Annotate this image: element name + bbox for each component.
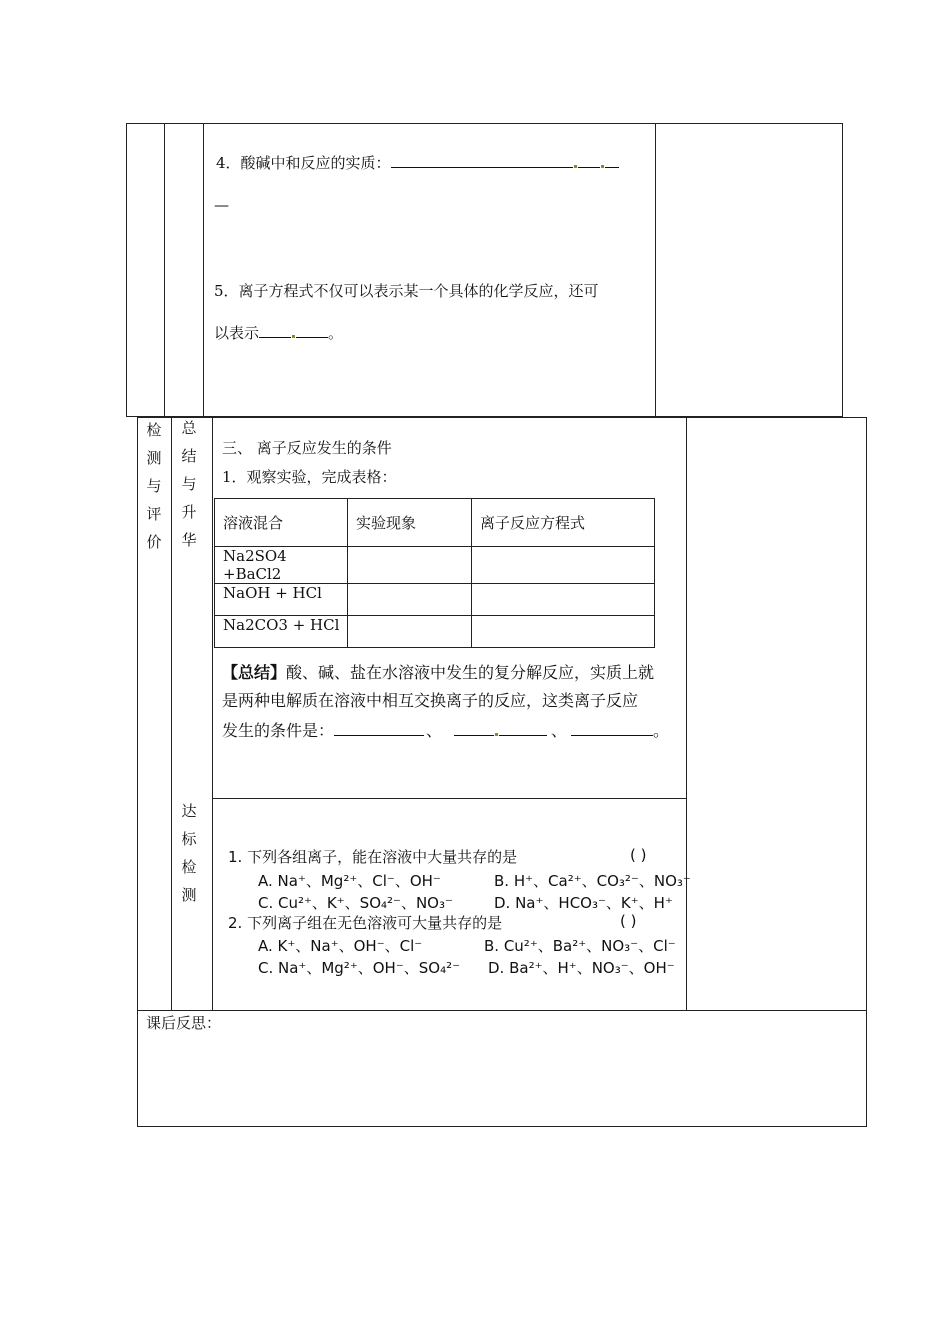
condition-blank-2[interactable]	[454, 721, 494, 736]
mark-dot	[601, 165, 604, 168]
summary-line3: 发生的条件是： 、 、 。	[222, 721, 670, 740]
mark-dot	[292, 335, 295, 338]
condition-blank-4[interactable]	[571, 721, 653, 736]
q1-option-b[interactable]: B. H⁺、Ca²⁺、CO₃²⁻、NO₃⁻	[494, 872, 691, 890]
q5-text: 以表示	[214, 324, 260, 342]
q4-line	[216, 152, 619, 173]
mark-dot	[495, 733, 498, 736]
section-heading: 三、 离子反应发生的条件	[222, 439, 392, 457]
col-header-equation: 离子反应方程式	[472, 499, 655, 547]
q2-option-b[interactable]: B. Cu²⁺、Ba²⁺、NO₃⁻、Cl⁻	[484, 937, 676, 955]
section-subheading: 1．观察实验，完成表格：	[222, 468, 397, 486]
summary-line2: 是两种电解质在溶液中相互交换离子的反应，这类离子反应	[222, 691, 639, 710]
q4-answer-blank[interactable]	[391, 153, 573, 168]
condition-blank-1[interactable]	[334, 721, 424, 736]
table-cell[interactable]	[472, 616, 655, 648]
experiment-table	[214, 498, 655, 648]
q5-end: 。	[328, 324, 344, 342]
q2-option-c[interactable]: C. Na⁺、Mg²⁺、OH⁻、SO₄²⁻	[258, 959, 461, 977]
mark-dot	[574, 165, 577, 168]
q4-continuation: —	[214, 196, 229, 214]
q2-option-a[interactable]: A. K⁺、Na⁺、OH⁻、Cl⁻	[258, 937, 423, 955]
table-cell[interactable]	[348, 616, 472, 648]
condition-blank-3[interactable]	[499, 721, 547, 736]
q4-text: 4．酸碱中和反应的实质：	[216, 154, 391, 172]
q5-answer-blank[interactable]	[259, 323, 291, 338]
col-header-phenomenon: 实验现象	[348, 499, 472, 547]
label-target-check: 达 标 检 测	[181, 802, 197, 904]
reflection-label: 课后反思：	[146, 1014, 222, 1032]
q5-answer-blank-2[interactable]	[296, 323, 328, 338]
table-cell: NaOH + HCl	[215, 584, 348, 616]
label-summary-upgrade: 总 结 与 升 华	[181, 419, 197, 549]
table-cell: Na2CO3 + HCl	[215, 616, 348, 648]
q2-option-d[interactable]: D. Ba²⁺、H⁺、NO₃⁻、OH⁻	[488, 959, 675, 977]
summary-tag: 【总结】	[222, 663, 287, 682]
q4-answer-blank-2[interactable]	[578, 153, 600, 168]
q5-line2	[214, 322, 343, 343]
q2-paren: ( )	[620, 912, 637, 930]
summary-line1: 【总结】酸、碱、盐在水溶液中发生的复分解反应，实质上就	[222, 663, 655, 682]
table-cell: Na2SO4 +BaCl2	[215, 547, 348, 584]
q1-option-d[interactable]: D. Na⁺、HCO₃⁻、K⁺、H⁺	[494, 894, 673, 912]
q1-paren: ( )	[630, 846, 647, 864]
q1-option-a[interactable]: A. Na⁺、Mg²⁺、Cl⁻、OH⁻	[258, 872, 441, 890]
table-cell[interactable]	[348, 584, 472, 616]
table-cell[interactable]	[348, 547, 472, 584]
col-header-mix: 溶液混合	[215, 499, 348, 547]
table-cell[interactable]	[472, 584, 655, 616]
q1-option-c[interactable]: C. Cu²⁺、K⁺、SO₄²⁻、NO₃⁻	[258, 894, 453, 912]
q2-question: 2. 下列离子组在无色溶液可大量共存的是	[228, 914, 503, 932]
table-cell[interactable]	[472, 547, 655, 584]
q5-line1: 5．离子方程式不仅可以表示某一个具体的化学反应，还可	[214, 282, 599, 300]
label-check-evaluate: 检 测 与 评 价	[146, 421, 162, 551]
q1-question: 1. 下列各组离子，能在溶液中大量共存的是	[228, 848, 518, 866]
q4-answer-blank-3[interactable]	[605, 153, 619, 168]
reflection-area[interactable]	[140, 1036, 862, 1122]
